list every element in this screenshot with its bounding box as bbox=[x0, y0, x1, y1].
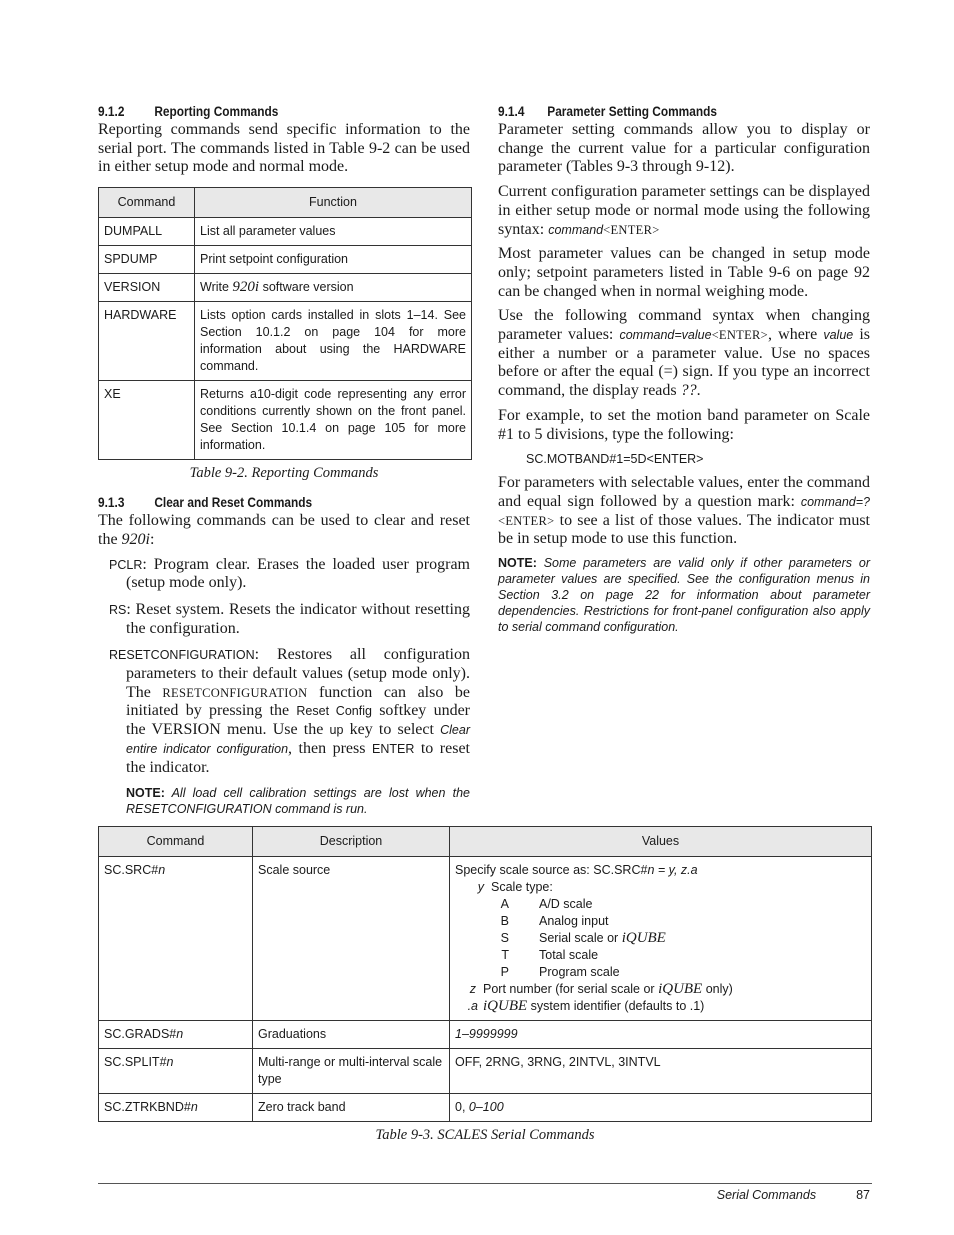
scale-type-option: T Total scale bbox=[501, 948, 599, 962]
table-row bbox=[99, 274, 472, 302]
command-name: RS bbox=[109, 602, 127, 617]
table-header-row bbox=[99, 827, 872, 857]
left-column bbox=[98, 104, 470, 817]
function-cell: Print setpoint configuration bbox=[195, 246, 472, 274]
table-row bbox=[99, 302, 472, 381]
values-cell: 0, 0–100 bbox=[450, 1094, 872, 1122]
right-column bbox=[498, 104, 870, 635]
command-name: RESETCONFIGURATION bbox=[109, 648, 255, 663]
scale-type-option: B Analog input bbox=[500, 914, 609, 928]
clear-reset-intro: The following commands can be used to clear and reset the 920i: bbox=[98, 512, 470, 548]
dependency-note: NOTE: Some parameters are valid only if other parameters or parameter values are specified. See the configuration menus in Section 3.2 on page 22 for information about parameter dependencies. Restrictions for front-panel configuration also apply to serial command configuration. bbox=[498, 556, 870, 635]
command-cell: SC.ZTRKBND#n bbox=[99, 1094, 253, 1122]
table-header-cell: Function bbox=[195, 188, 472, 218]
command-cell: SC.GRADS#n bbox=[99, 1021, 253, 1049]
values-line: z Port number (for serial scale or iQUBE only) bbox=[469, 981, 733, 997]
footer-section-title: Serial Commands bbox=[716, 1188, 817, 1202]
command-cell: SPDUMP bbox=[99, 246, 195, 274]
param-display-syntax: Current configuration parameter settings can be displayed in either setup mode or normal mode using the following syntax: command<ENTER> bbox=[498, 183, 870, 238]
description-cell: Zero track band bbox=[253, 1094, 450, 1122]
page-footer bbox=[717, 1188, 870, 1202]
command-cell: SC.SRC#n bbox=[99, 857, 253, 1021]
table-row bbox=[99, 246, 472, 274]
reporting-commands-table bbox=[98, 187, 472, 460]
command-cell: SC.SPLIT#n bbox=[99, 1049, 253, 1094]
values-line: Specify scale source as: SC.SRC#n = y, z.a bbox=[455, 863, 698, 877]
function-cell: Lists option cards installed in slots 1–14. See Section 10.1.2 on page 104 for more information about using the HARDWARE command. bbox=[195, 302, 472, 381]
param-change-syntax: Use the following command syntax when changing parameter values: command=value<ENTER>, where value is either a number or a parameter value. Use no spaces before or after the equal (=) sign. If you type an incorrect command, the display reads ??. bbox=[498, 307, 871, 400]
table-header-cell: Description bbox=[253, 827, 450, 857]
table-row bbox=[99, 381, 472, 460]
footer-divider bbox=[98, 1183, 872, 1184]
command-name: PCLR bbox=[109, 557, 143, 572]
command-cell: DUMPALL bbox=[99, 218, 195, 246]
section-heading-9-1-3: 9.1.3 Clear and Reset Commands bbox=[98, 495, 313, 511]
table-row bbox=[99, 218, 472, 246]
page-number: 87 bbox=[856, 1188, 870, 1202]
param-question-syntax: For parameters with selectable values, enter the command and equal sign followed by a question mark: command=?<ENTER> to see a list of those values. The indicator must be in setup mode to use this function. bbox=[498, 474, 870, 548]
command-cell: VERSION bbox=[99, 274, 195, 302]
description-cell: Multi-range or multi-interval scale type bbox=[253, 1049, 450, 1094]
function-cell: List all parameter values bbox=[195, 218, 472, 246]
table-row bbox=[99, 857, 872, 1021]
command-cell: HARDWARE bbox=[99, 302, 195, 381]
scales-table-block bbox=[98, 826, 872, 1157]
table-header-row bbox=[99, 188, 472, 218]
command-cell: XE bbox=[99, 381, 195, 460]
example-command: SC.MOTBAND#1=5D<ENTER> bbox=[526, 452, 704, 467]
table-caption: Table 9-2. Reporting Commands bbox=[189, 465, 379, 482]
scales-serial-commands-table bbox=[98, 826, 872, 1122]
values-cell: 1–9999999 bbox=[450, 1021, 872, 1049]
scale-type-option: A A/D scale bbox=[500, 897, 593, 911]
table-caption: Table 9-3. SCALES Serial Commands bbox=[375, 1127, 595, 1143]
description-cell: Scale source bbox=[253, 857, 450, 1021]
values-cell bbox=[450, 857, 872, 1021]
values-cell: OFF, 2RNG, 3RNG, 2INTVL, 3INTVL bbox=[450, 1049, 872, 1094]
section-heading-9-1-4: 9.1.4 Parameter Setting Commands bbox=[498, 104, 717, 119]
reporting-intro: Reporting commands send specific information to the serial port. The commands listed in Table 9-2 can be used in either setup mode and normal mode. bbox=[98, 121, 470, 176]
softkey-name: Reset Config bbox=[296, 704, 372, 719]
section-heading-9-1-2: 9.1.2 Reporting Commands bbox=[98, 104, 279, 119]
table-row bbox=[99, 1021, 872, 1049]
table-header-cell: Command bbox=[99, 827, 253, 857]
calibration-note: NOTE: All load cell calibration settings are lost when the RESETCONFIGURATION command is run. bbox=[126, 786, 470, 817]
description-cell: Graduations bbox=[253, 1021, 450, 1049]
param-example-intro: For example, to set the motion band parameter on Scale #1 to 5 divisions, type the following: bbox=[498, 406, 870, 443]
key-name: up bbox=[329, 723, 344, 738]
key-name: ENTER bbox=[371, 741, 415, 756]
param-setup-mode: Most parameter values can be changed in setup mode only; setpoint parameters listed in Table 9-6 on page 92 can be changed when in normal weighing mode. bbox=[498, 245, 870, 300]
table-row bbox=[99, 1094, 872, 1122]
scale-type-option: P Program scale bbox=[500, 965, 620, 979]
table-row bbox=[99, 1049, 872, 1094]
function-cell: Write 920i software version bbox=[195, 274, 472, 302]
pclr-description: PCLR: Program clear. Erases the loaded user program (setup mode only). bbox=[109, 555, 470, 592]
values-line: .a iQUBE system identifier (defaults to .1) bbox=[467, 998, 705, 1014]
rs-description: RS: Reset system. Resets the indicator without resetting the configuration. bbox=[109, 600, 470, 637]
values-line: y Scale type: bbox=[477, 880, 553, 894]
param-intro: Parameter setting commands allow you to display or change the current value for a particular configuration parameter (Tables 9-3 through 9-12). bbox=[498, 121, 870, 176]
resetconfiguration-description: RESETCONFIGURATION: Restores all configuration parameters to their default values (setup mode only). The RESETCONFIGURATION function can also be initiated by pressing the Reset Config softkey under the VERSION menu. Use the up key to select Clear entire indicator configuration, then press ENTER to reset the indicator. bbox=[109, 646, 471, 776]
scale-type-option: S Serial scale or iQUBE bbox=[500, 930, 666, 946]
function-cell: Returns a10-digit code representing any error conditions currently shown on the front panel. See Section 10.1.4 on page 105 for more information. bbox=[195, 381, 472, 460]
table-header-cell: Command bbox=[99, 188, 195, 218]
table-header-cell: Values bbox=[450, 827, 872, 857]
